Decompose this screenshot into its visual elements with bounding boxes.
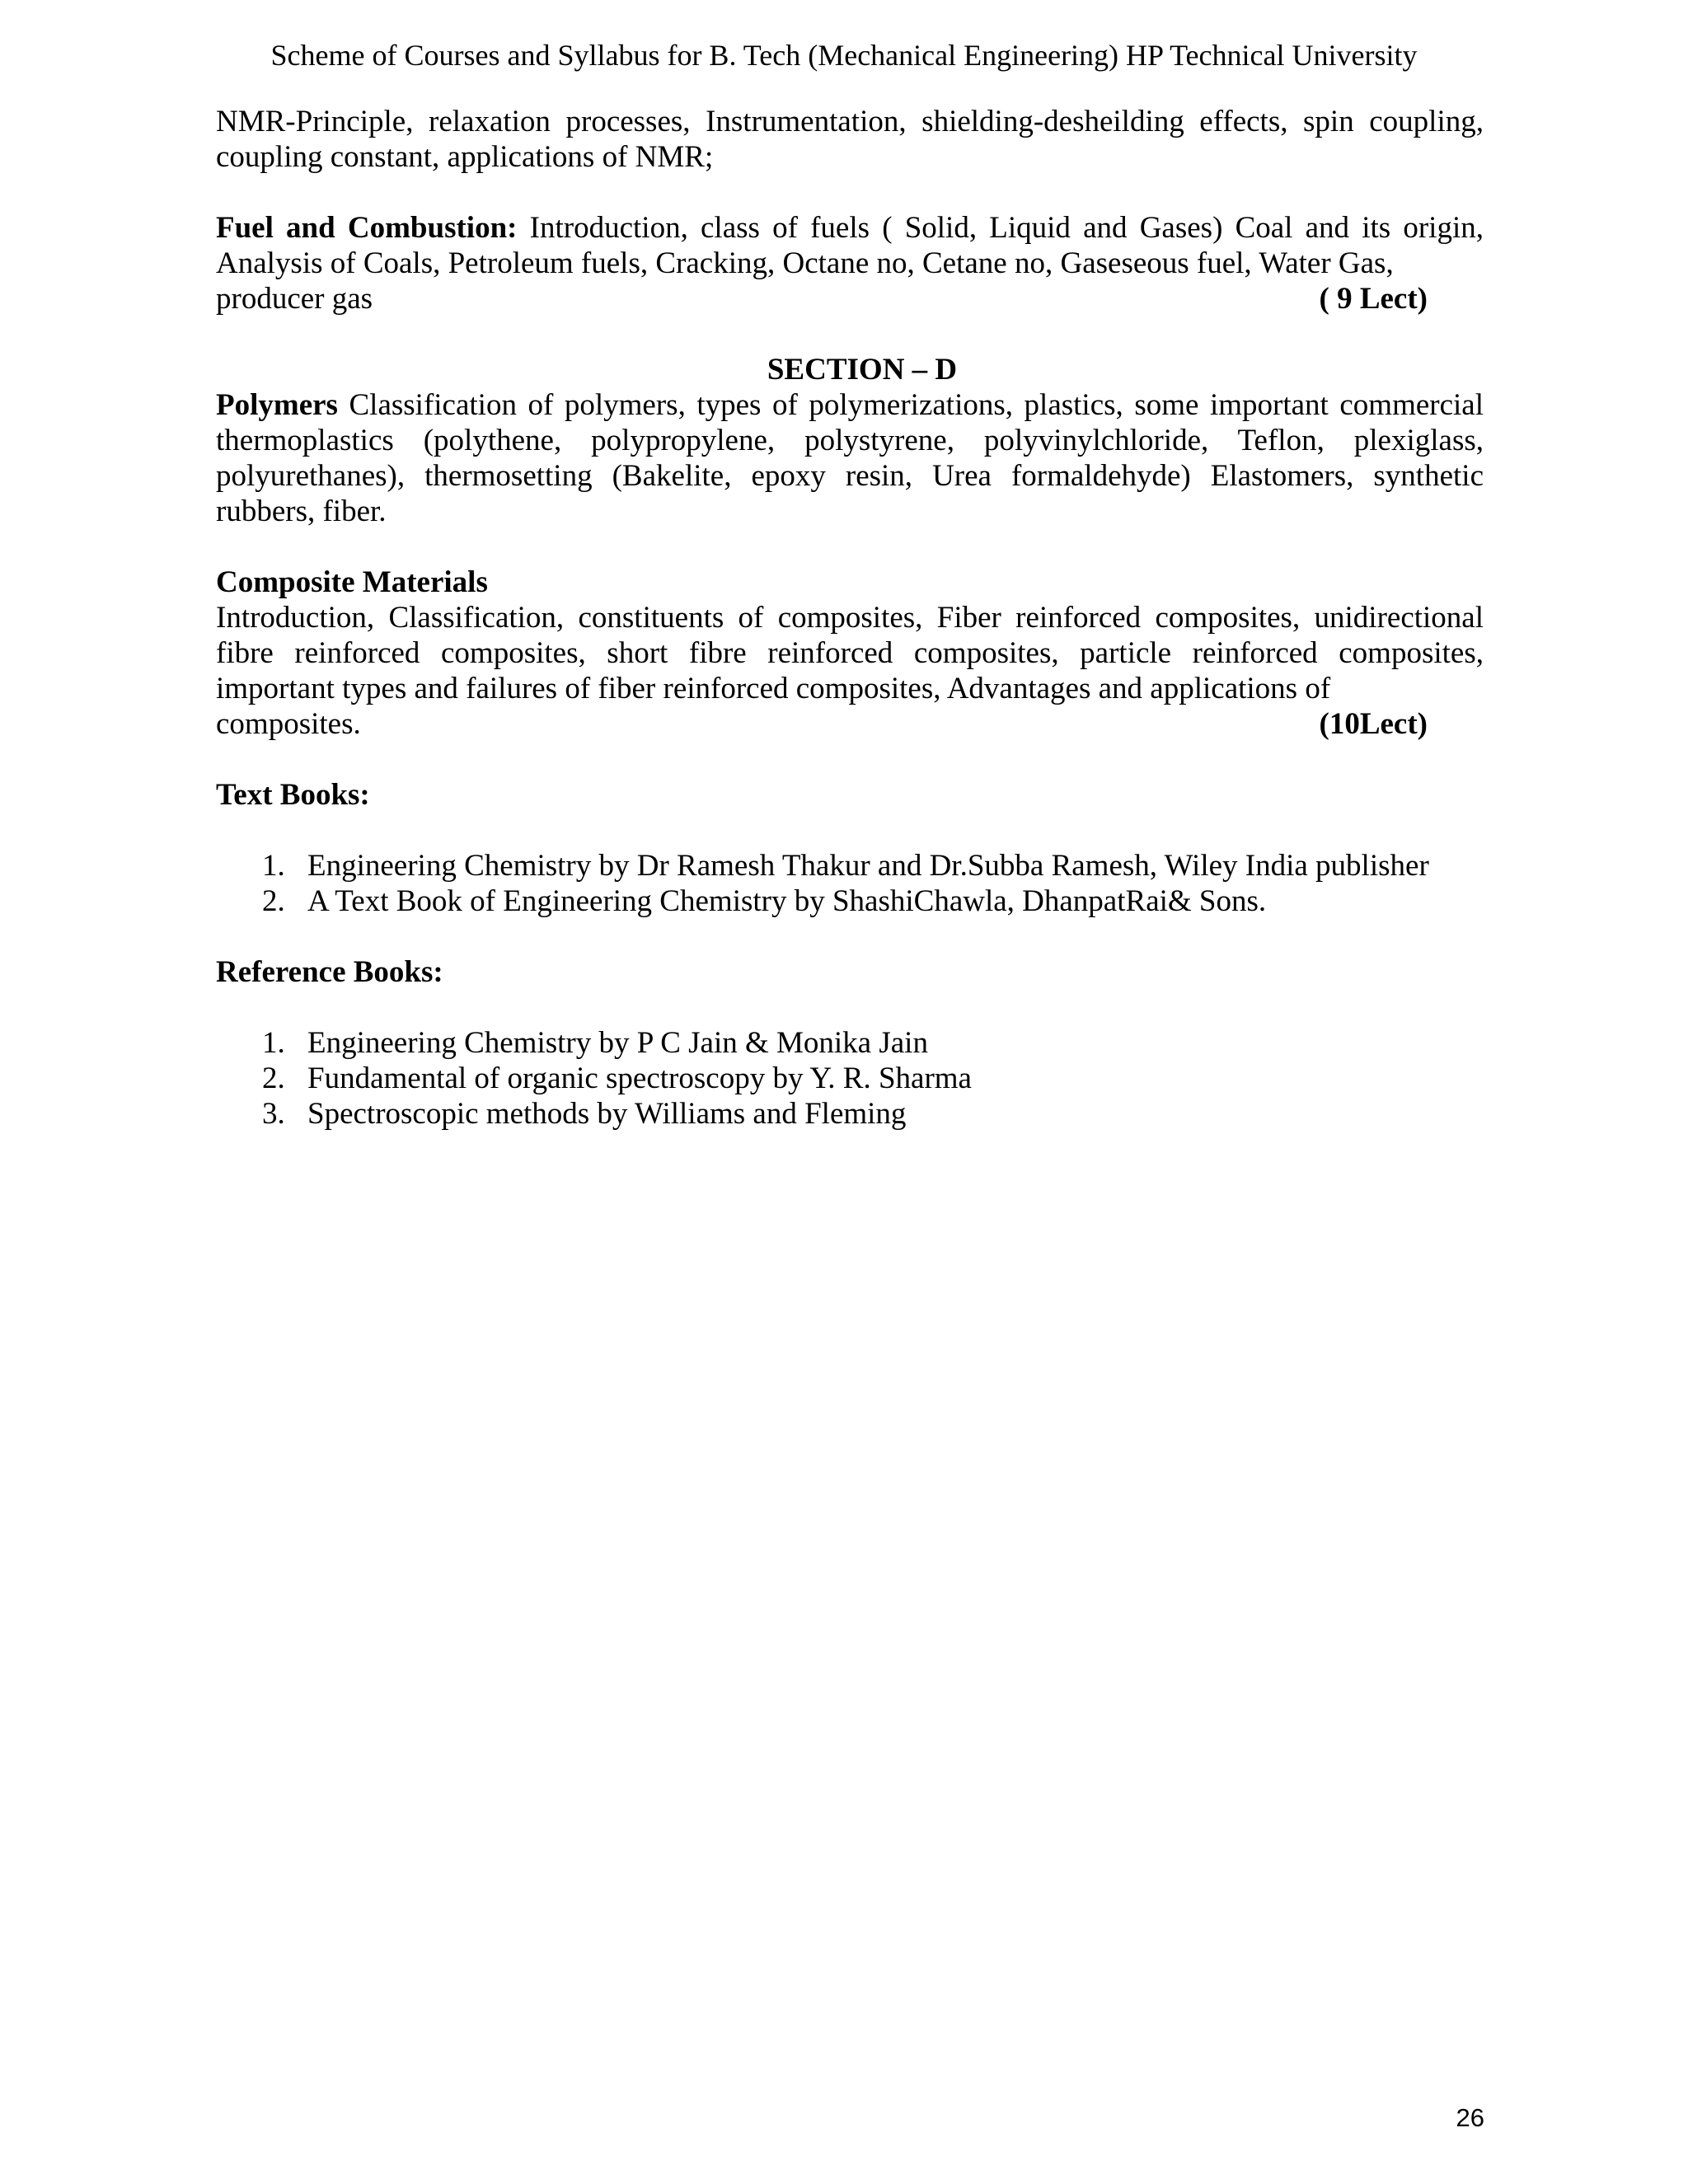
- composite-materials-paragraph: Introduction, Classification, constituents of composites, Fiber reinforced composites, unidirectional fibre reinforced composites, short fibre reinforced composites, particle reinforced composites, important types and failures of fiber reinforced composites, Advantages and applications of: [216, 601, 1484, 705]
- list-item: [216, 848, 1484, 883]
- page-number: 26: [1456, 2103, 1484, 2132]
- text-books-heading: Text Books:: [216, 778, 370, 812]
- composites-last-line: [216, 706, 1484, 742]
- page-header: Scheme of Courses and Syllabus for B. Tech (Mechanical Engineering) HP Technical University: [270, 39, 1418, 72]
- list-item-text: Fundamental of organic spectroscopy by Y. R. Sharma: [307, 1062, 972, 1095]
- fuel-combustion-paragraph: [216, 210, 1484, 281]
- fuel-last-line-text: producer gas: [216, 282, 373, 316]
- list-item-number: 1.: [262, 1026, 285, 1060]
- text-books-list: [216, 848, 1484, 919]
- list-item: [216, 1061, 1484, 1096]
- list-item-text: Engineering Chemistry by P C Jain & Monika Jain: [307, 1026, 928, 1060]
- list-item-text: Engineering Chemistry by Dr Ramesh Thakur and Dr.Subba Ramesh, Wiley India publisher: [307, 849, 1429, 883]
- fuel-combustion-heading: Fuel and Combustion:: [216, 211, 518, 245]
- composite-materials-heading: Composite Materials: [216, 565, 488, 599]
- spacer: [216, 316, 1484, 352]
- list-item-number: 2.: [262, 1062, 285, 1095]
- fuel-lecture-count: ( 9 Lect): [1319, 282, 1428, 316]
- list-item-number: 2.: [262, 884, 285, 918]
- list-item-number: 1.: [262, 849, 285, 883]
- polymers-paragraph: [216, 387, 1484, 529]
- reference-books-heading: Reference Books:: [216, 955, 443, 989]
- page-content: [216, 104, 1484, 1132]
- polymers-text: Classification of polymers, types of polymerizations, plastics, some important commercial thermoplastics (polythene, polypropylene, polystyrene, polyvinylchloride, Teflon, plexiglass, polyurethanes), thermosetting (Bakelite, epoxy resin, Urea formaldehyde) Elastomers, synthetic rubbers, fiber.: [216, 388, 1484, 528]
- list-item: [216, 1025, 1484, 1061]
- list-item-text: A Text Book of Engineering Chemistry by ShashiChawla, DhanpatRai& Sons.: [307, 884, 1267, 918]
- spacer: [216, 742, 1484, 777]
- spacer: [216, 990, 1484, 1025]
- fuel-combustion-text: Introduction, class of fuels ( Solid, Liquid and Gases) Coal and its origin, Analysis of Coals, Petroleum fuels, Cracking, Octane no, Cetane no, Gaseseous fuel, Water Gas,: [216, 211, 1484, 280]
- list-item-number: 3.: [262, 1097, 285, 1131]
- section-d-title: SECTION – D: [767, 353, 958, 387]
- spacer: [216, 813, 1484, 848]
- fuel-last-line: [216, 281, 1484, 316]
- reference-books-list: [216, 1025, 1484, 1132]
- composites-lecture-count: (10Lect): [1319, 707, 1428, 741]
- list-item-text: Spectroscopic methods by Williams and Fleming: [307, 1097, 907, 1131]
- polymers-heading: Polymers: [216, 388, 338, 422]
- composites-last-line-text: composites.: [216, 707, 361, 741]
- spacer: [216, 175, 1484, 210]
- spacer: [216, 529, 1484, 565]
- list-item: [216, 1096, 1484, 1132]
- nmr-paragraph: NMR-Principle, relaxation processes, Instrumentation, shielding-desheilding effects, spin coupling, coupling constant, applications of NMR;: [216, 105, 1484, 174]
- list-item: [216, 883, 1484, 919]
- spacer: [216, 919, 1484, 954]
